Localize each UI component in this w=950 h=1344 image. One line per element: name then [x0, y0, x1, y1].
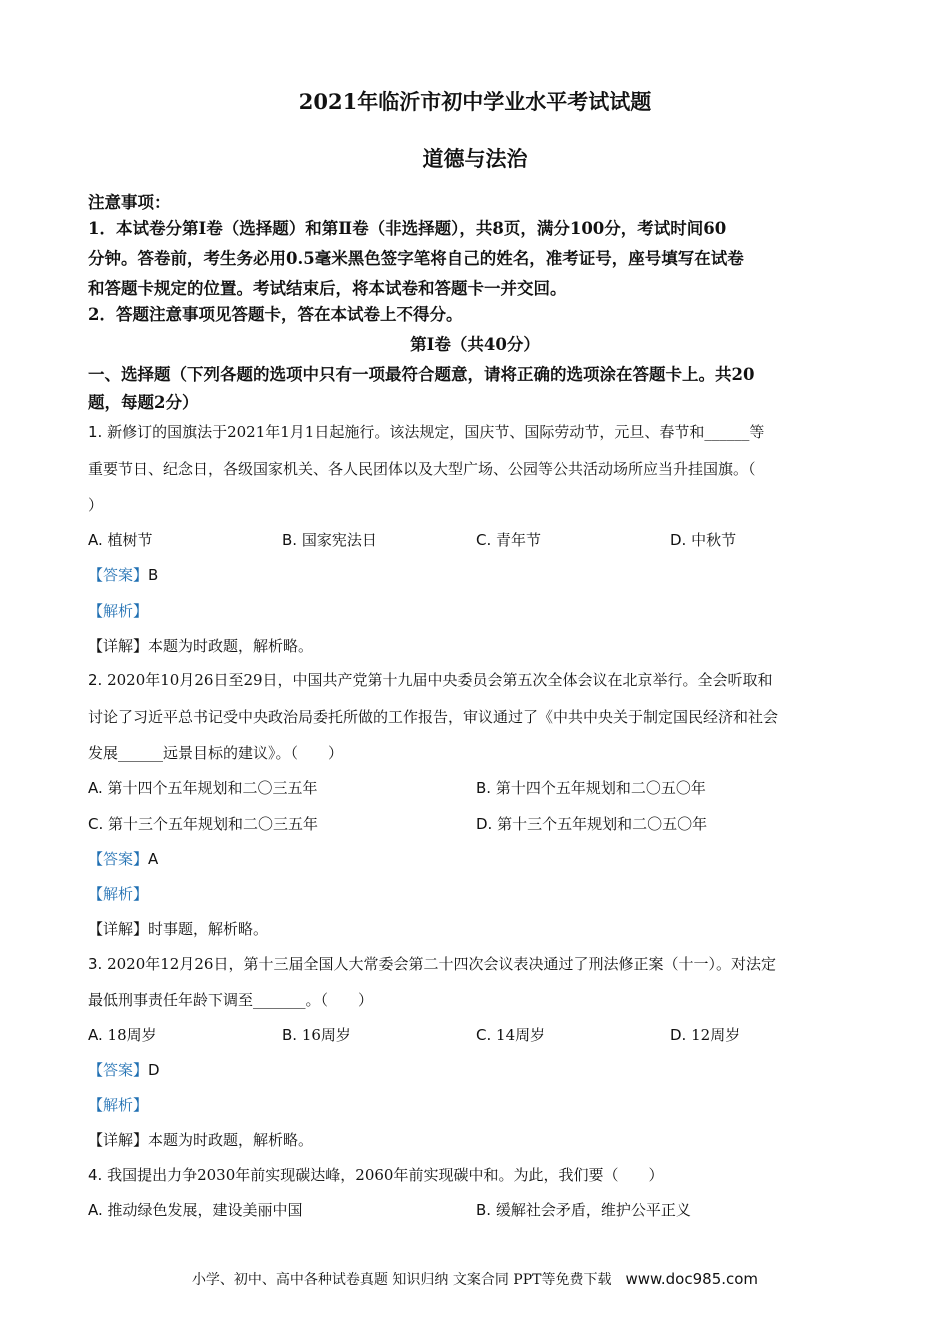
question-1-option-a: A. 植树节	[88, 531, 153, 549]
question-1-detail: 【详解】本题为时政题，解析略。	[88, 637, 314, 655]
question-2-analysis: 【解析】	[88, 885, 149, 903]
footer-url[interactable]: www.doc985.com	[625, 1270, 759, 1288]
question-4-line-1: 4. 我国提出力争2030年前实现碳达峰，2060年前实现碳中和。为此，我们要（ ）	[88, 1166, 664, 1184]
question-3-option-a: A. 18周岁	[88, 1026, 157, 1044]
question-1-analysis: 【解析】	[88, 602, 149, 620]
question-2-answer: 【答案】A	[88, 850, 159, 868]
question-2-detail: 【详解】时事题，解析略。	[88, 920, 269, 938]
notice-heading: 注意事项：	[88, 193, 171, 212]
section-line-2: 题，每题2分）	[88, 393, 199, 412]
question-2-line-2: 讨论了习近平总书记受中央政治局委托所做的工作报告，审议通过了《中共中央关于制定国民经济和社会	[88, 708, 779, 726]
question-1-line-3: ）	[88, 496, 104, 514]
part1-heading: 第Ⅰ卷（共40分）	[410, 335, 540, 354]
question-2-line-1: 2. 2020年10月26日至29日，中国共产党第十九届中央委员会第五次全体会议在北京举行。全会听取和	[88, 671, 773, 689]
question-1-answer: 【答案】B	[88, 566, 159, 584]
question-2-line-3: 发展______远景目标的建议》。（ ）	[88, 744, 344, 762]
question-3-line-1: 3. 2020年12月26日，第十三届全国人大常委会第二十四次会议表决通过了刑法修正案（十一）。对法定	[88, 955, 776, 973]
question-3-line-2: 最低刑事责任年龄下调至_______。（ ）	[88, 991, 374, 1009]
subject-title: 道德与法治	[422, 146, 528, 171]
notice-line-1: 1．本试卷分第Ⅰ卷（选择题）和第Ⅱ卷（非选择题），共8页，满分100分，考试时间60	[88, 219, 727, 238]
exam-title: 2021年临沂市初中学业水平考试试题	[298, 89, 652, 114]
question-1-option-d: D. 中秋节	[670, 531, 737, 549]
question-3-analysis: 【解析】	[88, 1096, 149, 1114]
section-line-1: 一、选择题（下列各题的选项中只有一项最符合题意，请将正确的选项涂在答题卡上。共20	[88, 365, 755, 384]
question-2-option-b: B. 第十四个五年规划和二〇五〇年	[476, 779, 706, 797]
question-1-line-1: 1. 新修订的国旗法于2021年1月1日起施行。该法规定，国庆节、国际劳动节，元旦、春节和______等	[88, 423, 765, 441]
question-2-option-d: D. 第十三个五年规划和二〇五〇年	[476, 815, 708, 833]
question-3-answer: 【答案】D	[88, 1061, 160, 1079]
question-3-detail: 【详解】本题为时政题，解析略。	[88, 1131, 314, 1149]
question-4-option-b: B. 缓解社会矛盾，维护公平正义	[476, 1201, 691, 1219]
page-footer	[0, 1269, 950, 1289]
question-3-option-b: B. 16周岁	[282, 1026, 351, 1044]
question-1-option-b: B. 国家宪法日	[282, 531, 377, 549]
question-1-option-c: C. 青年节	[476, 531, 542, 549]
notice-line-4: 2．答题注意事项见答题卡，答在本试卷上不得分。	[88, 305, 463, 324]
question-1-line-2: 重要节日、纪念日，各级国家机关、各人民团体以及大型广场、公园等公共活动场所应当升挂国旗。（	[88, 460, 756, 478]
notice-line-3: 和答题卡规定的位置。考试结束后，将本试卷和答题卡一并交回。	[88, 279, 567, 298]
notice-line-2: 分钟。答卷前，考生务必用0.5毫米黑色签字笔将自己的姓名，准考证号，座号填写在试卷	[88, 249, 744, 268]
question-number: 4.	[88, 1166, 103, 1184]
question-3-option-d: D. 12周岁	[670, 1026, 741, 1044]
footer-text: 小学、初中、高中各种试卷真题 知识归纳 文案合同 PPT等免费下载	[191, 1272, 612, 1288]
question-4-option-a: A. 推动绿色发展，建设美丽中国	[88, 1201, 303, 1219]
question-number: 3.	[88, 955, 103, 973]
question-2-option-a: A. 第十四个五年规划和二〇三五年	[88, 779, 318, 797]
question-2-option-c: C. 第十三个五年规划和二〇三五年	[88, 815, 319, 833]
question-3-option-c: C. 14周岁	[476, 1026, 546, 1044]
question-number: 1.	[88, 423, 103, 441]
question-number: 2.	[88, 671, 103, 689]
